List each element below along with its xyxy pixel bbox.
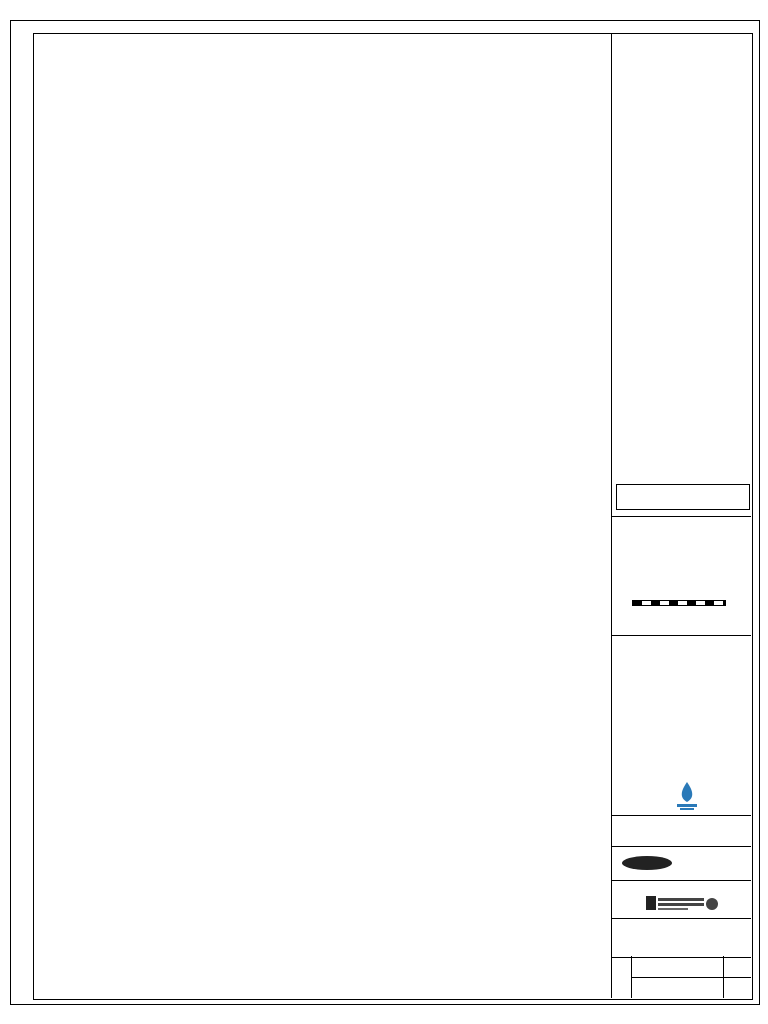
scale-bar [632,600,726,606]
notes-box [611,516,751,636]
graphic-scale [632,592,742,616]
for-construction-stamp [616,484,750,510]
project-box [611,815,751,847]
owner-logo [672,780,702,812]
drawing-info [611,956,751,998]
title-box [611,918,751,958]
contractor-brand [622,856,672,870]
consultant-logo [646,894,718,914]
general-notes [617,38,622,69]
